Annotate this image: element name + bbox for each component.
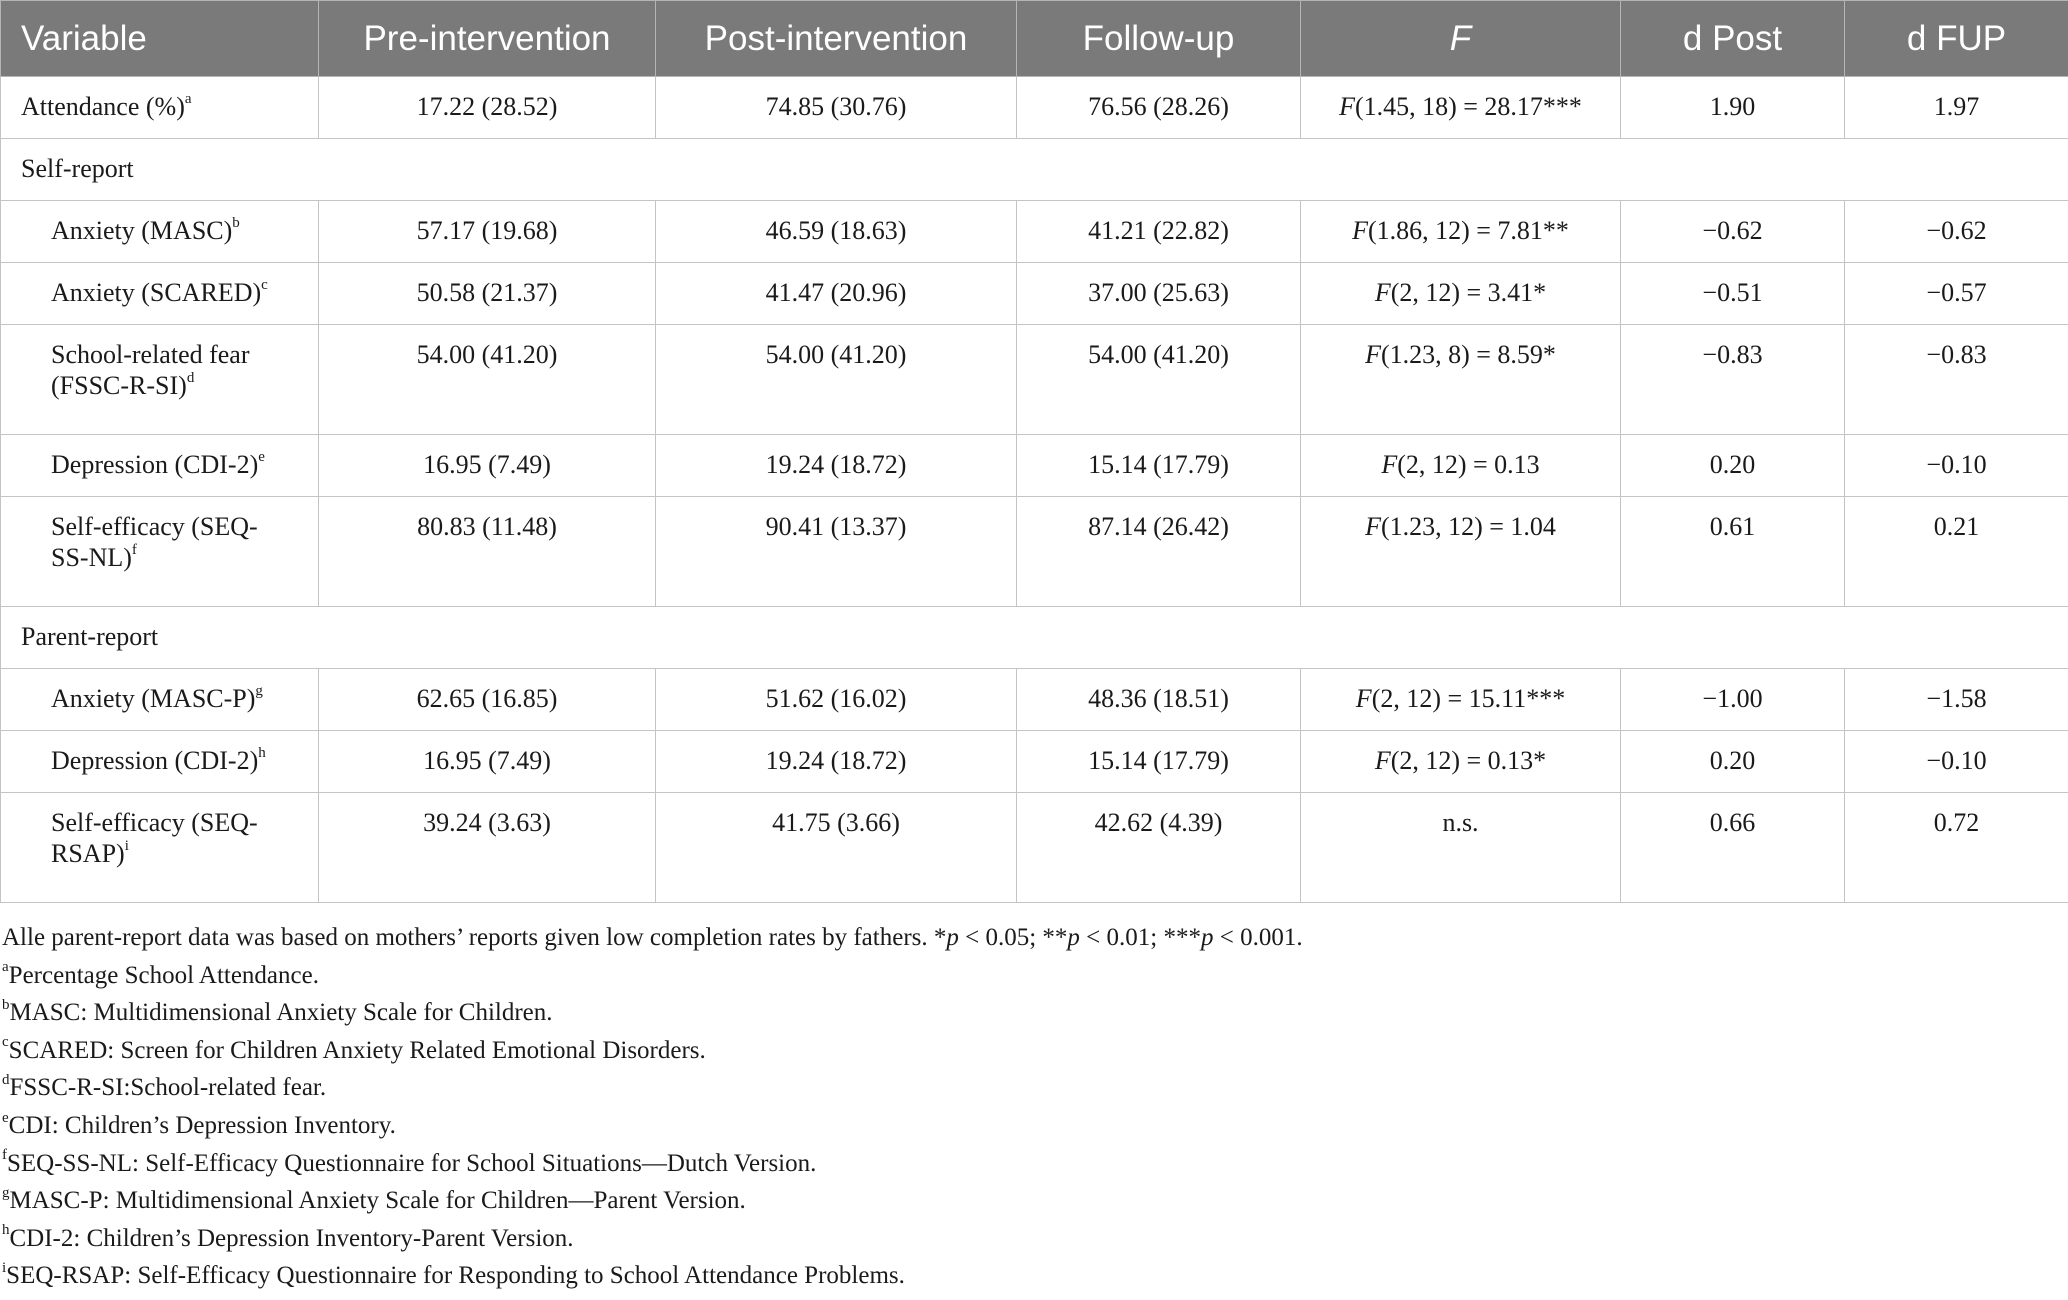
footnote-main: Alle parent-report data was based on mothers’ reports given low completion rates by fathers. *p < 0.05; **p < 0.01; ***p < 0.001. [2, 924, 1303, 951]
cell-f: F(1.23, 12) = 1.04 [1301, 497, 1621, 607]
table-row [1, 669, 2068, 731]
cell-pre: 80.83 (11.48) [319, 497, 656, 607]
section-label-parent-report: Parent-report [1, 607, 2068, 669]
table-row [1, 263, 2068, 325]
cell-pre: 17.22 (28.52) [319, 77, 656, 139]
table-row [1, 77, 2068, 139]
cell-pre: 39.24 (3.63) [319, 793, 656, 903]
cell-pre: 50.58 (21.37) [319, 263, 656, 325]
cell-d-fup: 0.21 [1845, 497, 2068, 607]
cell-f: F(2, 12) = 3.41* [1301, 263, 1621, 325]
header-d-post: d Post [1621, 1, 1845, 77]
cell-d-post: 0.66 [1621, 793, 1845, 903]
section-row [1, 139, 2068, 201]
cell-d-fup: −1.58 [1845, 669, 2068, 731]
cell-post: 51.62 (16.02) [656, 669, 1017, 731]
table-footnotes [2, 919, 2062, 1295]
cell-d-fup: 1.97 [1845, 77, 2068, 139]
cell-d-post: −0.62 [1621, 201, 1845, 263]
cell-follow-up: 76.56 (28.26) [1017, 77, 1301, 139]
cell-pre: 16.95 (7.49) [319, 435, 656, 497]
header-f-statistic: F [1301, 1, 1621, 77]
cell-follow-up: 15.14 (17.79) [1017, 435, 1301, 497]
header-pre-intervention: Pre-intervention [319, 1, 656, 77]
row-label: Anxiety (SCARED)$^c$ [1, 263, 319, 325]
cell-d-post: −1.00 [1621, 669, 1845, 731]
cell-follow-up: 42.62 (4.39) [1017, 793, 1301, 903]
row-label: Anxiety (MASC-P)$^g$ [1, 669, 319, 731]
cell-post: 54.00 (41.20) [656, 325, 1017, 435]
table-row [1, 325, 2068, 435]
footnote-g: $^g$MASC-P: Multidimensional Anxiety Scale for Children—Parent Version. [2, 1184, 746, 1215]
header-variable: Variable [1, 1, 319, 77]
table-row [1, 435, 2068, 497]
cell-pre: 57.17 (19.68) [319, 201, 656, 263]
cell-d-fup: −0.62 [1845, 201, 2068, 263]
cell-follow-up: 41.21 (22.82) [1017, 201, 1301, 263]
footnote-b: $^b$MASC: Multidimensional Anxiety Scale for Children. [2, 996, 553, 1027]
cell-f: F(2, 12) = 15.11*** [1301, 669, 1621, 731]
table-row [1, 497, 2068, 607]
section-row [1, 607, 2068, 669]
row-label: Self-efficacy (SEQ- SS-NL)$^f$ [1, 497, 319, 607]
cell-d-post: 1.90 [1621, 77, 1845, 139]
row-label: Depression $(CDI-2)^e$ [1, 435, 319, 497]
cell-d-post: 0.20 [1621, 731, 1845, 793]
cell-d-fup: −0.10 [1845, 435, 2068, 497]
footnote-e: $^e$CDI: Children’s Depression Inventory. [2, 1109, 396, 1139]
cell-f: F(1.86, 12) = 7.81** [1301, 201, 1621, 263]
cell-d-post: −0.51 [1621, 263, 1845, 325]
cell-follow-up: 54.00 (41.20) [1017, 325, 1301, 435]
footnote-i: $^i$SEQ-RSAP: Self-Efficacy Questionnaire for Responding to School Attendance Problems. [2, 1260, 905, 1290]
row-label: School-related fear (FSSC-R-SI)$^d$ [1, 325, 319, 435]
cell-f: F(2, 12) = 0.13 [1301, 435, 1621, 497]
cell-post: 19.24 (18.72) [656, 731, 1017, 793]
cell-d-post: 0.61 [1621, 497, 1845, 607]
cell-post: 19.24 (18.72) [656, 435, 1017, 497]
cell-f: F(1.45, 18) = 28.17*** [1301, 77, 1621, 139]
header-row [1, 1, 2068, 77]
cell-pre: 16.95 (7.49) [319, 731, 656, 793]
cell-follow-up: 87.14 (26.42) [1017, 497, 1301, 607]
cell-post: 46.59 (18.63) [656, 201, 1017, 263]
cell-pre: 54.00 (41.20) [319, 325, 656, 435]
header-d-fup: d FUP [1845, 1, 2068, 77]
cell-d-fup: 0.72 [1845, 793, 2068, 903]
cell-follow-up: 48.36 (18.51) [1017, 669, 1301, 731]
cell-follow-up: 37.00 (25.63) [1017, 263, 1301, 325]
cell-post: 41.47 (20.96) [656, 263, 1017, 325]
footnote-a: $^a$Percentage School Attendance. [2, 959, 319, 989]
cell-pre: 62.65 (16.85) [319, 669, 656, 731]
table-row [1, 793, 2068, 903]
row-label: Self-efficacy (SEQ- RSAP)$^i$ [1, 793, 319, 903]
row-label: Depression $(CDI-2)^h$ [1, 731, 319, 793]
row-label: Attendance (%)$^a$ [1, 77, 319, 139]
cell-f: F(1.23, 8) = 8.59* [1301, 325, 1621, 435]
footnote-d: $^d$FSSC-R-SI:School-related fear. [2, 1072, 327, 1102]
footnote-c: $^c$SCARED: Screen for Children Anxiety Related Emotional Disorders. [2, 1034, 706, 1064]
cell-post: 74.85 (30.76) [656, 77, 1017, 139]
cell-post: 41.75 (3.66) [656, 793, 1017, 903]
cell-d-fup: −0.10 [1845, 731, 2068, 793]
table-row [1, 731, 2068, 793]
cell-d-post: −0.83 [1621, 325, 1845, 435]
cell-follow-up: 15.14 (17.79) [1017, 731, 1301, 793]
cell-post: 90.41 (13.37) [656, 497, 1017, 607]
table-row [1, 201, 2068, 263]
cell-d-fup: −0.57 [1845, 263, 2068, 325]
cell-f: F(2, 12) = 0.13* [1301, 731, 1621, 793]
footnote-h: $^h$CDI-2: Children’s Depression Inventory-Parent Version. [2, 1222, 574, 1252]
header-follow-up: Follow-up [1017, 1, 1301, 77]
cell-d-post: 0.20 [1621, 435, 1845, 497]
header-post-intervention: Post-intervention [656, 1, 1017, 77]
row-label: Anxiety (MASC)$^b$ [1, 201, 319, 263]
footnote-f: $^f$SEQ-SS-NL: Self-Efficacy Questionnaire for School Situations—Dutch Version. [2, 1147, 817, 1177]
cell-d-fup: −0.83 [1845, 325, 2068, 435]
section-label-self-report: Self-report [1, 139, 2068, 201]
cell-f: n.s. [1301, 793, 1621, 903]
